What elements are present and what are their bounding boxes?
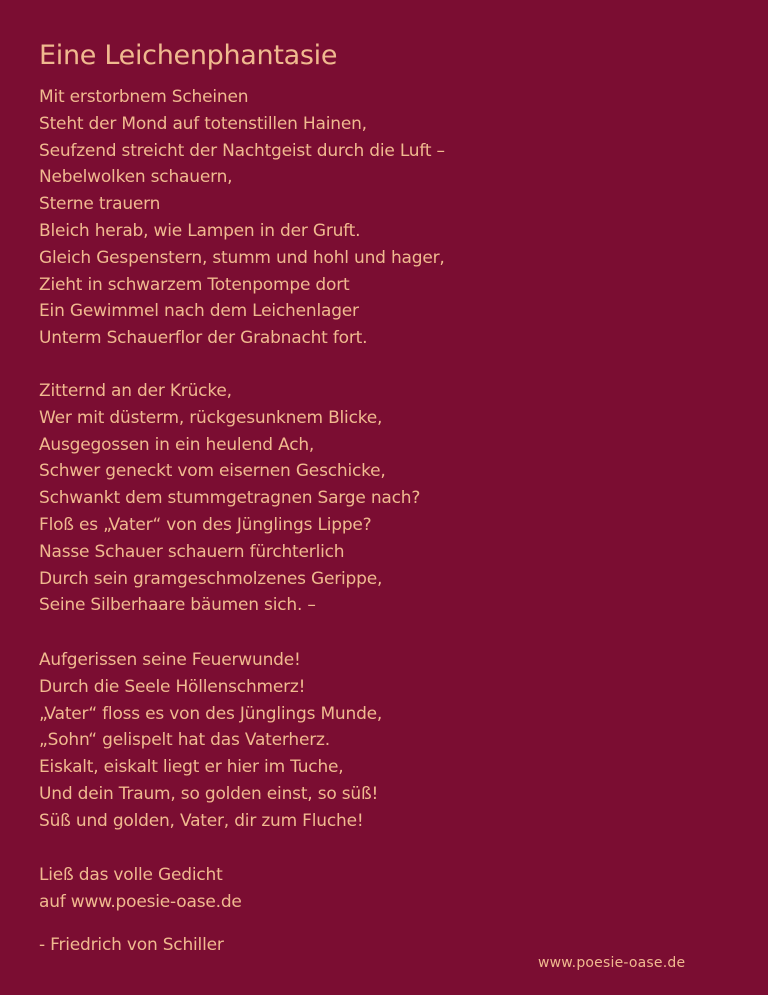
poem-line: Durch die Seele Höllenschmerz! [39,676,306,697]
poem-line: Bleich herab, wie Lampen in der Gruft. [39,220,361,241]
poem-line: Zieht in schwarzem Totenpompe dort [39,274,350,295]
full-poem-note [39,862,242,916]
poem-line: „Sohn“ gelispelt hat das Vaterherz. [39,730,330,751]
poem-line: Ein Gewimmel nach dem Leichenlager [39,301,359,322]
poem-line: Schwankt dem stummgetragnen Sarge nach? [39,488,421,509]
poem-line: Ausgegossen in ein heulend Ach, [39,434,315,455]
poem-line: Durch sein gramgeschmolzenes Gerippe, [39,568,383,589]
note-line: auf www.poesie-oase.de [39,891,242,912]
poem-line: Eiskalt, eiskalt liegt er hier im Tuche, [39,757,344,778]
poem-line: Floß es „Vater“ von des Jünglings Lippe? [39,514,372,535]
poem-line: Und dein Traum, so golden einst, so süß! [39,783,379,804]
poem-line: Seine Silberhaare bäumen sich. – [39,595,316,616]
poem-line: Seufzend streicht der Nachtgeist durch die Luft – [39,140,445,161]
stanza-2 [39,378,420,619]
poem-line: Wer mit düsterm, rückgesunknem Blicke, [39,407,383,428]
author-credit: - Friedrich von Schiller [39,935,224,955]
poem-line: Sterne trauern [39,194,161,215]
note-line: Ließ das volle Gedicht [39,865,223,885]
poem-line: Schwer geneckt vom eisernen Geschicke, [39,461,386,482]
poem-line: Nebelwolken schauern, [39,167,233,188]
poem-line: Zitternd an der Krücke, [39,381,232,401]
poem-line: „Vater“ floss es von des Jünglings Munde, [39,703,383,724]
footer-url: www.poesie-oase.de [538,955,686,971]
poem-line: Steht der Mond auf totenstillen Hainen, [39,113,367,134]
poem-line: Unterm Schauerflor der Grabnacht fort. [39,328,368,349]
stanza-1 [39,84,445,352]
poem-line: Nasse Schauer schauern fürchterlich [39,541,345,562]
poem-line: Aufgerissen seine Feuerwunde! [39,650,301,670]
poem-title: Eine Leichenphantasie [39,40,338,71]
poem-line: Süß und golden, Vater, dir zum Fluche! [39,810,364,831]
stanza-3 [39,647,382,835]
poem-line: Mit erstorbnem Scheinen [39,87,249,107]
poem-line: Gleich Gespenstern, stumm und hohl und hager, [39,247,445,268]
